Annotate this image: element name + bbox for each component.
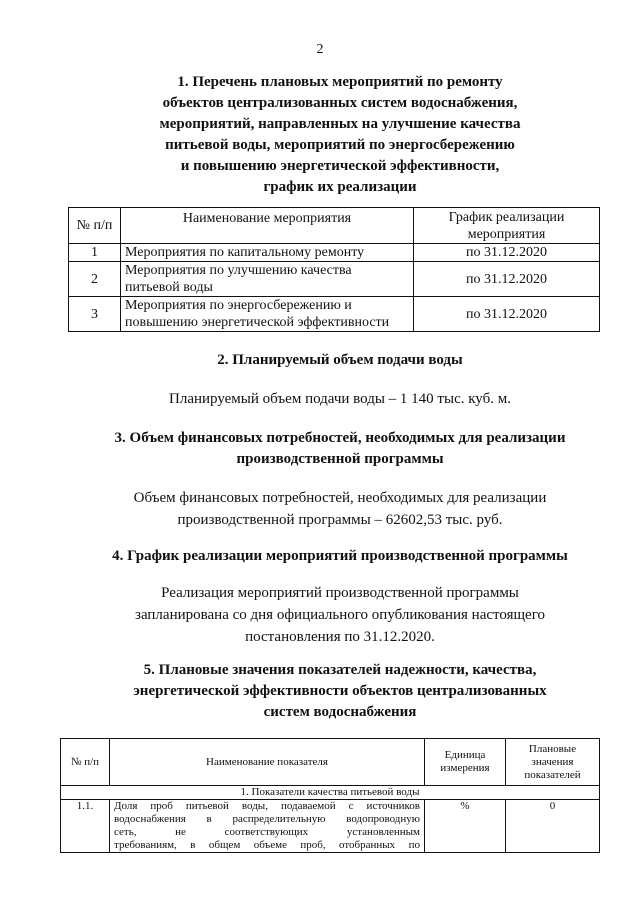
row-name-line: Доля проб питьевой воды, подаваемой с источников	[114, 800, 420, 812]
row-unit: %	[425, 800, 506, 853]
section3-title-line: 3. Объем финансовых потребностей, необходимых для реализации	[114, 430, 566, 446]
header-unit: Единица измерения	[425, 739, 506, 786]
row-name: Мероприятия по капитальному ремонту	[121, 244, 414, 262]
section1-title-line: мероприятий, направленных на улучшение качества	[159, 116, 521, 132]
section4-text	[60, 582, 620, 648]
section3-text-line: производственной программы – 62602,53 тыс. руб.	[177, 512, 503, 528]
indicators-table	[60, 738, 600, 853]
section1-title	[60, 72, 620, 198]
row-schedule: по 31.12.2020	[414, 244, 600, 262]
section3-text	[60, 487, 620, 531]
section4-text-line: запланирована со дня официального опубликования настоящего	[135, 607, 545, 623]
table-group-row	[61, 786, 600, 800]
section5-title-line: систем водоснабжения	[263, 704, 417, 720]
row-name: Мероприятия по улучшению качества питьевой воды	[121, 262, 414, 297]
table-row	[69, 262, 600, 297]
section5-title-line: 5. Плановые значения показателей надежности, качества,	[143, 662, 537, 678]
header-name: Наименование показателя	[110, 739, 425, 786]
page-number: 2	[316, 42, 324, 57]
row-num: 3	[69, 297, 121, 332]
row-num: 1	[69, 244, 121, 262]
table-row	[61, 800, 600, 853]
section2-title: 2. Планируемый объем подачи воды	[217, 352, 463, 368]
measures-table	[68, 207, 600, 332]
table-header-row	[61, 739, 600, 786]
row-schedule: по 31.12.2020	[414, 262, 600, 297]
row-value: 0	[506, 800, 600, 853]
section1-title-line: 1. Перечень плановых мероприятий по ремонту	[177, 74, 503, 90]
section1-title-line: и повышению энергетической эффективности,	[180, 158, 500, 174]
header-value: Плановые значения показателей	[506, 739, 600, 786]
table-row	[69, 297, 600, 332]
group-label: 1. Показатели качества питьевой воды	[61, 786, 600, 800]
row-name-line: сеть, не соответствующих установленным	[114, 826, 420, 838]
section1-title-line: объектов централизованных систем водоснабжения,	[162, 95, 518, 111]
section3-title-line: производственной программы	[236, 451, 444, 467]
section5-title	[60, 660, 620, 723]
row-schedule: по 31.12.2020	[414, 297, 600, 332]
section3-text-line: Объем финансовых потребностей, необходимых для реализации	[133, 490, 547, 506]
section1-title-line: график их реализации	[263, 179, 417, 195]
table-row	[69, 244, 600, 262]
header-num: № п/п	[61, 739, 110, 786]
section2-text: Планируемый объем подачи воды – 1 140 тыс. куб. м.	[169, 391, 511, 407]
row-name	[110, 800, 425, 853]
header-schedule: График реализации мероприятия	[414, 208, 600, 244]
section1-title-line: питьевой воды, мероприятий по энергосбережению	[165, 137, 515, 153]
section4-text-line: Реализация мероприятий производственной программы	[161, 585, 519, 601]
row-num: 1.1.	[61, 800, 110, 853]
row-num: 2	[69, 262, 121, 297]
section4-title: 4. График реализации мероприятий производственной программы	[112, 548, 568, 564]
row-name: Мероприятия по энергосбережению и повышению энергетической эффективности	[121, 297, 414, 332]
section5-title-line: энергетической эффективности объектов централизованных	[133, 683, 547, 699]
row-name-line: водоснабжения в распределительную водопроводную	[114, 813, 420, 825]
header-num: № п/п	[69, 208, 121, 244]
section4-text-line: постановления по 31.12.2020.	[245, 629, 435, 645]
section3-title	[60, 428, 620, 470]
table-header-row	[69, 208, 600, 244]
header-name: Наименование мероприятия	[121, 208, 414, 244]
row-name-line: требованиям, в общем объеме проб, отобранных по	[114, 839, 420, 851]
